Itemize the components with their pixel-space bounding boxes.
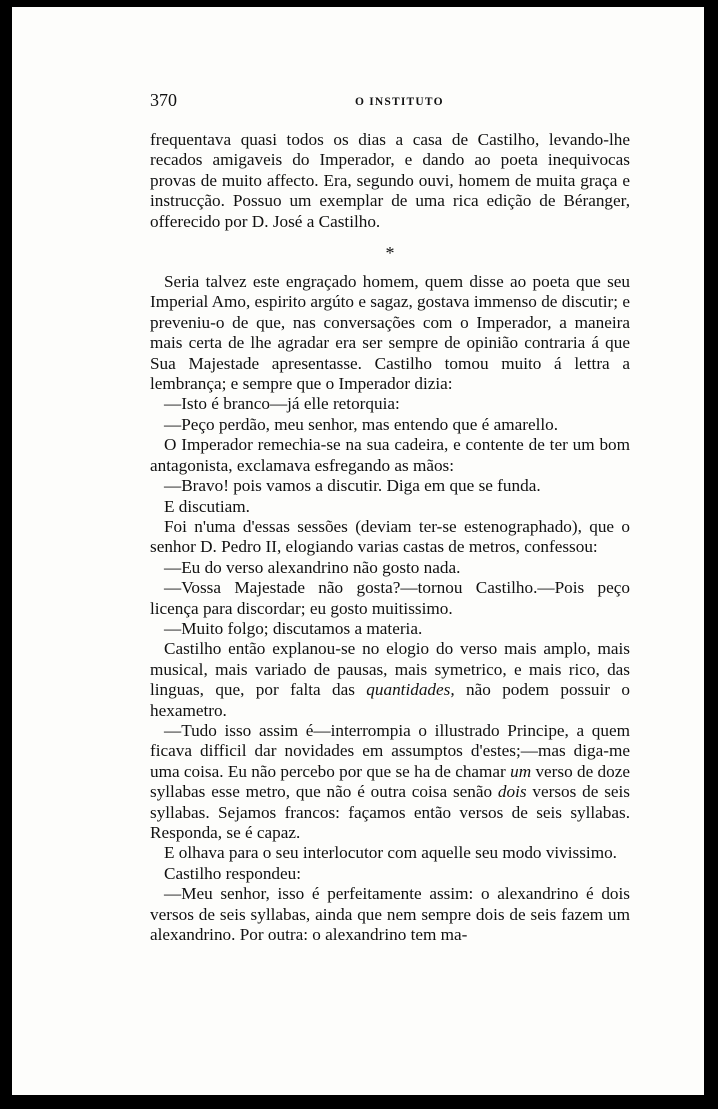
dialogue-line: —Isto é branco—já elle retorquia: — [164, 394, 400, 414]
book-page — [150, 90, 630, 945]
italic-text: quantidades, — [366, 680, 455, 700]
paragraph: Castilho respondeu: — [164, 863, 302, 883]
paragraph: E discutiam. — [164, 496, 250, 516]
running-title: O INSTITUTO — [355, 96, 444, 108]
text-run: —Tudo isso assim é—interrompia o illustrado Principe, a quem ficava difficil dar novidades em assumptos d'estes;—mas diga-me uma coisa. Eu não percebo por que se ha de chamar — [150, 720, 630, 781]
text-run: versos de seis syllabas. Sejamos francos: façamos então versos de seis syllabas. Responda, se é capaz. — [150, 782, 630, 842]
body-text — [150, 130, 630, 945]
dialogue-line: —Peço perdão, meu senhor, mas entendo que é amarello. — [164, 414, 559, 434]
dialogue-line: —Eu do verso alexandrino não gosto nada. — [164, 557, 461, 577]
paragraph: frequentava quasi todos os dias a casa de Castilho, levando-lhe recados amigaveis do Imperador, e dando ao poeta inequivocas provas de muito affecto. Era, segundo ouvi, homem de muita graça e instrucção. Possuo um exemplar de uma rica edição de Béranger, offerecido por D. José a Castilho. — [150, 130, 630, 231]
section-separator: * — [385, 243, 395, 264]
dialogue-line: —Vossa Majestade não gosta?—tornou Castilho.—Pois peço licença para discordar; eu gosto muitissimo. — [150, 578, 630, 618]
paragraph: Foi n'uma d'essas sessões (deviam ter-se estenographado), que o senhor D. Pedro II, elogiando varias castas de metros, confessou: — [150, 516, 630, 557]
dialogue-line: —Bravo! pois vamos a discutir. Diga em que se funda. — [164, 476, 541, 496]
text-run: verso de doze syllabas esse metro, que não é outra coisa senão — [150, 761, 630, 802]
page-number: 370 — [150, 90, 177, 110]
paragraph: Seria talvez este engraçado homem, quem disse ao poeta que seu Imperial Amo, espirito argúto e sagaz, gostava immenso de discutir; e preveniu-o de que, nas conversações com o Imperador, a maneira mais certa de lhe agradar era ser sempre de opinião contraria á que Sua Majestade apresentasse. Castilho tomou muito á lettra a lembrança; e sempre que o Imperador dizia: — [150, 272, 630, 394]
dialogue-line: —Muito folgo; discutamos a materia. — [164, 618, 423, 638]
paragraph — [150, 639, 630, 721]
italic-text: dois — [497, 782, 527, 802]
paragraph: O Imperador remechia-se na sua cadeira, e contente de ter um bom antagonista, exclamava esfregando as mãos: — [150, 435, 630, 475]
dialogue-line: —Meu senhor, isso é perfeitamente assim: o alexandrino é dois versos de seis syllabas, ainda que nem sempre dois de seis fazem um alexandrino. Por outra: o alexandrino tem ma- — [150, 884, 630, 945]
paragraph: E olhava para o seu interlocutor com aquelle seu modo vivissimo. — [164, 843, 617, 863]
dialogue-line — [150, 721, 630, 843]
text-run: Castilho então explanou-se no elogio do verso mais amplo, mais musical, mais variado de pausas, mais symetrico, e mais rico, das linguas, que, por falta das — [150, 639, 630, 700]
italic-text: um — [510, 761, 532, 781]
text-run: não podem possuir o hexametro. — [150, 680, 630, 720]
page-header — [150, 90, 630, 120]
